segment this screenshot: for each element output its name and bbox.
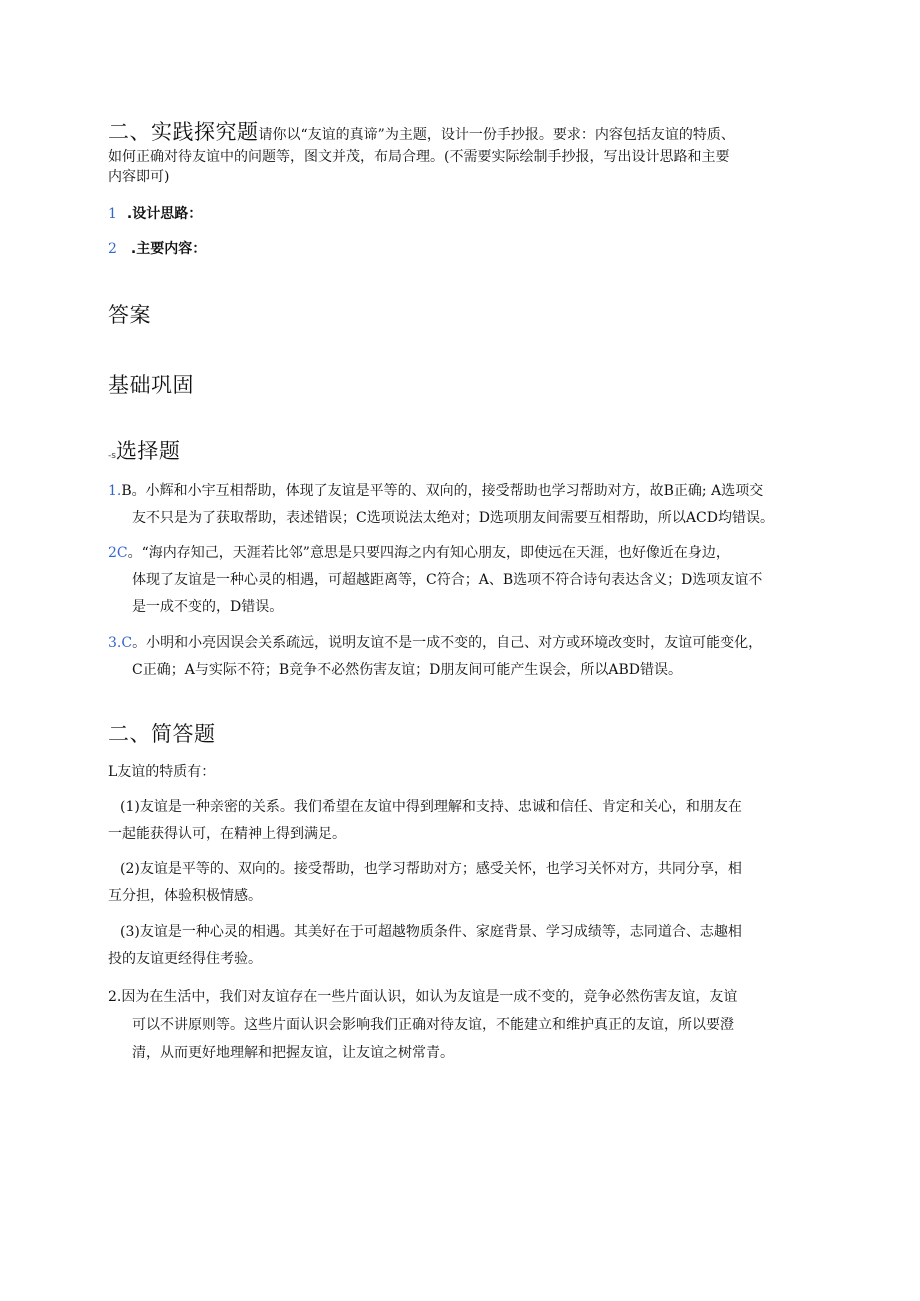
choice-section-heading — [108, 435, 180, 465]
choice-answer-1-line2: 友不只是为了获取帮助，表述错误；C选项说法太绝对；D选项朋友间需要互相帮助，所以ACD均错误。 — [132, 510, 774, 526]
practice-item-design — [108, 200, 202, 228]
answers-title: 答案 — [108, 303, 151, 327]
choice-heading-prefix: -s — [108, 451, 116, 461]
practice-prompt-line2: 如何正确对待友谊中的问题等，图文并茂，布局合理。(不需要实际绘制手抄报，写出设计思路和主要 — [108, 149, 730, 165]
short-answer-2-line1: 2.因为在生活中，我们对友谊存在一些片面认识，如认为友谊是一成不变的，竞争必然伤害友谊，友谊 — [108, 989, 738, 1005]
choice-answer-2-text: 。“海内存知己，天涯若比邻”意思是只要四海之内有知心朋友，即使远在天涯，也好像近在身边， — [127, 545, 730, 561]
choice-answer-3-number: 3.C — [108, 635, 133, 651]
choice-answer-3-line2: C正确；A与实际不符；B竞争不必然伤害友谊；D朋友间可能产生误会，所以ABD错误。 — [132, 662, 682, 678]
short-answer-1-point1-line2: 一起能获得认可，在精神上得到满足。 — [108, 826, 346, 842]
short-answer-2-line3: 清，从而更好地理解和把握友谊，让友谊之树常青。 — [132, 1045, 454, 1061]
choice-answer-2-line1 — [108, 539, 730, 567]
basic-section-title: 基础巩固 — [108, 373, 194, 397]
choice-answer-2-number: 2C — [108, 545, 128, 561]
practice-item-content — [108, 235, 206, 263]
practice-prompt-line3: 内容即可) — [108, 169, 170, 185]
practice-item2-label: .主要内容： — [130, 241, 207, 257]
practice-section-title: 二、实践探究题 — [108, 120, 259, 144]
choice-answer-2-line2: 体现了友谊是一种心灵的相遇，可超越距离等，C符合；A、B选项不符合诗句表达含义；D选项友谊不 — [132, 572, 763, 588]
short-answer-1-point1-line1: (1)友谊是一种亲密的关系。我们希望在友谊中得到理解和支持、忠诚和信任、肯定和关心，和朋友在 — [120, 799, 742, 815]
choice-answer-2-line3: 是一成不变的，D错误。 — [132, 599, 284, 615]
short-answer-1-point2-line1: (2)友谊是平等的、双向的。接受帮助，也学习帮助对方；感受关怀，也学习关怀对方，共同分享，相 — [120, 861, 742, 877]
choice-answer-1-text: B。小辉和小宇互相帮助，体现了友谊是平等的、双向的，接受帮助也学习帮助对方，故B正确; A选项交 — [121, 483, 764, 499]
choice-answer-3-text: 。小明和小亮因误会关系疏远，说明友谊不是一成不变的，自己、对方或环境改变时，友谊可能变化， — [132, 635, 763, 651]
practice-item1-label: .设计思路： — [126, 206, 203, 222]
short-answer-1-point3-line1: (3)友谊是一种心灵的相遇。其美好在于可超越物质条件、家庭背景、学习成绩等，志同道合、志趣相 — [120, 924, 742, 940]
choice-section-title: 选择题 — [115, 439, 181, 463]
short-answer-2-line2: 可以不讲原则等。这些片面认识会影响我们正确对待友谊，不能建立和维护真正的友谊，所以要澄 — [132, 1017, 734, 1033]
short-answer-1-intro: L友谊的特质有： — [108, 764, 216, 780]
choice-answer-3-line1 — [108, 629, 762, 657]
practice-item2-number: 2 — [108, 241, 117, 257]
short-answer-1-point2-line2: 互分担，体验积极情感。 — [108, 888, 262, 904]
short-answer-section-title: 二、简答题 — [108, 722, 216, 746]
choice-answer-1-line1 — [108, 477, 763, 505]
short-answer-1-point3-line2: 投的友谊更经得住考验。 — [108, 951, 262, 967]
choice-answer-1-number: 1. — [108, 483, 122, 499]
practice-item1-number: 1 — [108, 206, 117, 222]
practice-prompt-line1: 请你以“友谊的真谛”为主题，设计一份手抄报。要求：内容包括友谊的特质、 — [258, 127, 735, 143]
